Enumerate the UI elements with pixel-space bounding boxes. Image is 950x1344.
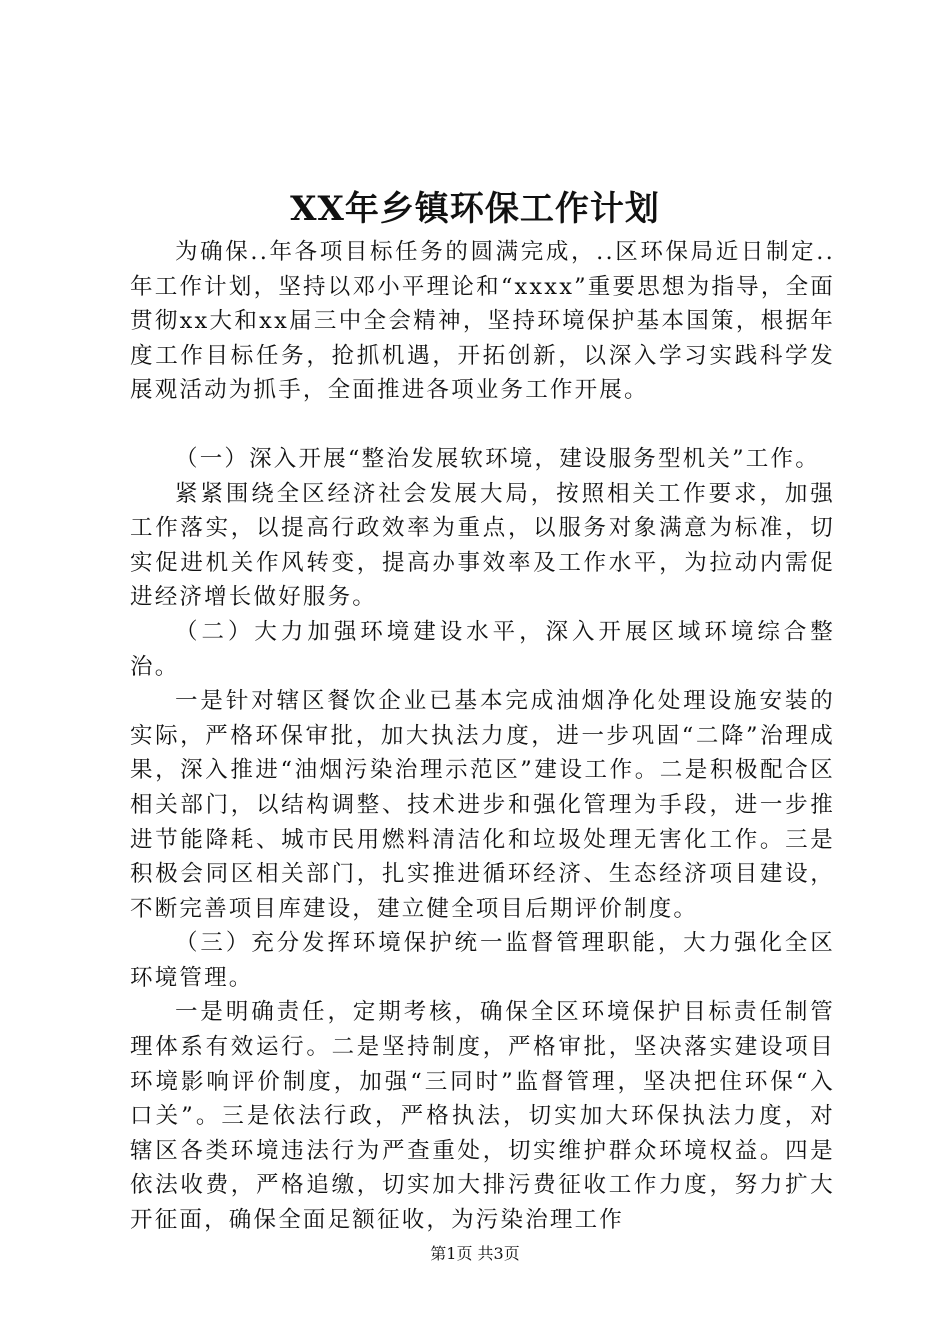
document-body <box>130 235 835 1238</box>
intro-paragraph: 为确保..年各项目标任务的圆满完成，..区环保局近日制定..年工作计划，坚持以邓小平理论和“xxxx”重要思想为指导，全面贯彻xx大和xx届三中全会精神，坚持环境保护基本国策，根据年度工作目标任务，抢抓机遇，开拓创新，以深入学习实践科学发展观活动为抓手，全面推进各项业务工作开展。 <box>130 239 835 404</box>
section-paragraph-3: 一是明确责任，定期考核，确保全区环境保护目标责任制管理体系有效运行。二是坚持制度，严格审批，坚决落实建设项目环境影响评价制度，加强“三同时”监督管理，坚决把住环保“入口关”。三是依法行政，严格执法，切实加大环保执法力度，对辖区各类环境违法行为严查重处，切实维护群众环境权益。四是依法收费，严格追缴，切实加大排污费征收工作力度，努力扩大开征面，确保全面足额征收，为污染治理工作 <box>130 999 835 1234</box>
section-paragraph-1: 紧紧围绕全区经济社会发展大局，按照相关工作要求，加强工作落实，以提高行政效率为重点，以服务对象满意为标准，切实促进机关作风转变，提高办事效率及工作水平，为拉动内需促进经济增长做好服务。 <box>130 480 835 611</box>
section-heading-1: （一）深入开展“整治发展软环境，建设服务型机关”工作。 <box>175 445 820 472</box>
page-number-footer: 第1页 共3页 <box>430 1244 520 1263</box>
section-heading-2: （二）大力加强环境建设水平，深入开展区域环境综合整治。 <box>130 618 835 680</box>
section-heading-3: （三）充分发挥环境保护统一监督管理职能，大力强化全区环境管理。 <box>130 930 835 991</box>
section-paragraph-2: 一是针对辖区餐饮企业已基本完成油烟净化处理设施安装的实际，严格环保审批，加大执法力度，进一步巩固“二降”治理成果，深入推进“油烟污染治理示范区”建设工作。二是积极配合区相关部门，以结构调整、技术进步和强化管理为手段，进一步推进节能降耗、城市民用燃料清洁化和垃圾处理无害化工作。三是积极会同区相关部门，扎实推进循环经济、生态经济项目建设，不断完善项目库建设，建立健全项目后期评价制度。 <box>130 688 835 922</box>
document-title: XX年乡镇环保工作计划 <box>290 189 660 229</box>
